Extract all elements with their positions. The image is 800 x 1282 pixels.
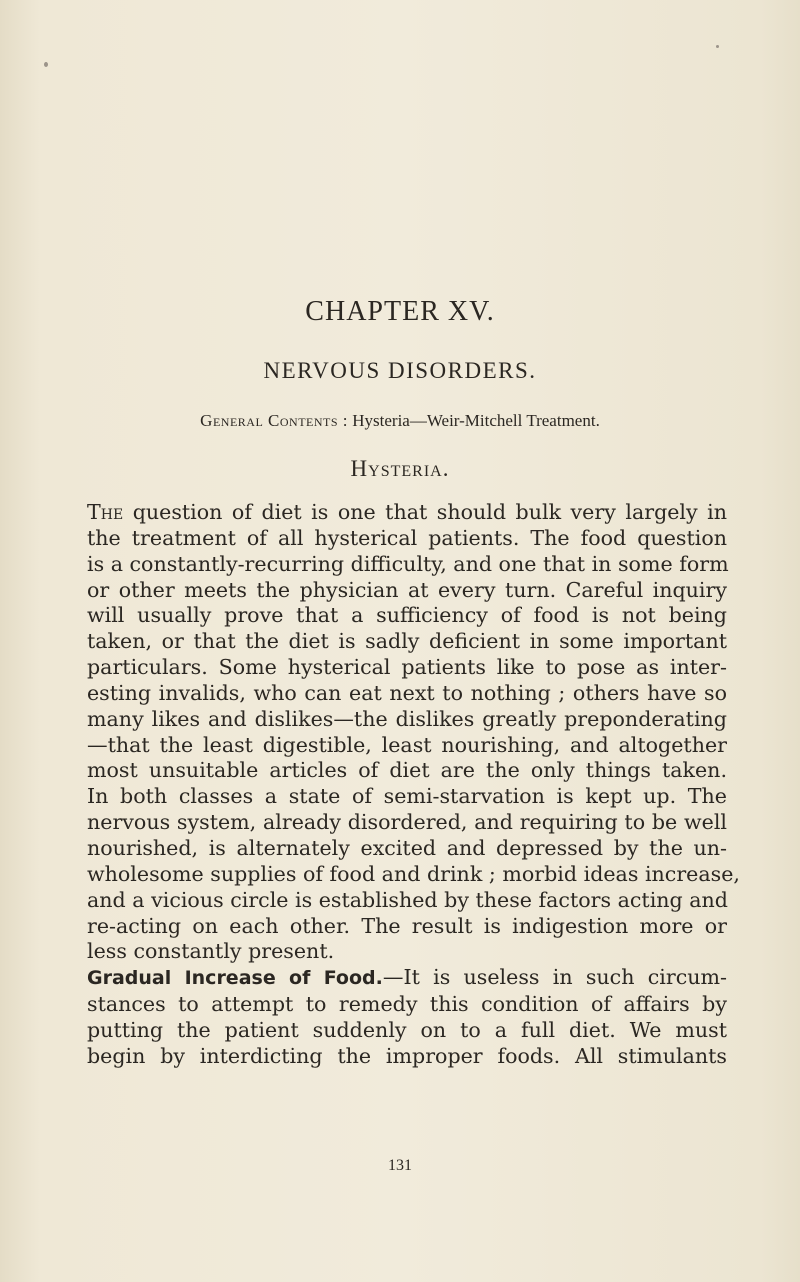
contents-label: General Contents : — [200, 411, 348, 430]
text-line: The question of diet is one that should bulk very largely in — [87, 500, 728, 524]
text-line: wholesome supplies of food and drink ; morbid ideas increase, — [87, 861, 740, 886]
text-line: stances to attempt to remedy this condition of affairs by — [87, 992, 727, 1017]
side-heading: Gradual Increase of Food. — [87, 967, 383, 990]
text-line: Gradual Increase of Food.—It is useless in such circum- — [87, 965, 727, 990]
paper-speck — [716, 45, 719, 48]
text-line: will usually prove that a sufficiency of food is not being — [87, 603, 727, 628]
text-line: —that the least digestible, least nourishing, and altogether — [87, 732, 727, 757]
contents-items: Hysteria—Weir-Mitchell Treatment. — [352, 411, 600, 430]
text-line: particulars. Some hysterical patients like to pose as inter- — [87, 655, 727, 680]
text-line: many likes and dislikes—the dislikes greatly preponderating — [87, 706, 727, 731]
text-line: In both classes a state of semi-starvation is kept up. The — [87, 784, 727, 809]
page-number: 131 — [388, 1157, 412, 1174]
text-line: nervous system, already disordered, and requiring to be well — [87, 810, 727, 835]
text-line: or other meets the physician at every turn. Careful inquiry — [87, 577, 727, 602]
text-line: less constantly present. — [87, 939, 335, 964]
body-text — [87, 500, 740, 1070]
general-contents — [0, 411, 800, 431]
text-line: is a constantly-recurring difficulty, and one that in some form — [87, 551, 729, 576]
text-line: re-acting on each other. The result is indigestion more or — [87, 913, 727, 938]
text-line: most unsuitable articles of diet are the only things taken. — [87, 758, 727, 783]
section-title: NERVOUS DISORDERS. — [263, 358, 537, 383]
paragraph-lead-word: The — [87, 500, 124, 524]
text-line: and a vicious circle is established by these factors acting and — [87, 887, 728, 912]
subheading-hysteria: Hysteria. — [350, 456, 450, 481]
text-line: putting the patient suddenly on to a full diet. We must — [87, 1017, 727, 1042]
text-line: the treatment of all hysterical patients. The food question — [87, 525, 727, 550]
text-line: begin by interdicting the improper foods. All stimulants — [87, 1043, 727, 1068]
paper-speck — [44, 62, 48, 67]
chapter-heading: CHAPTER XV. — [305, 296, 495, 327]
text-line: taken, or that the diet is sadly deficient in some important — [87, 629, 727, 654]
text-line: esting invalids, who can eat next to nothing ; others have so — [87, 680, 727, 705]
text-line: nourished, is alternately excited and depressed by the un- — [87, 835, 727, 860]
